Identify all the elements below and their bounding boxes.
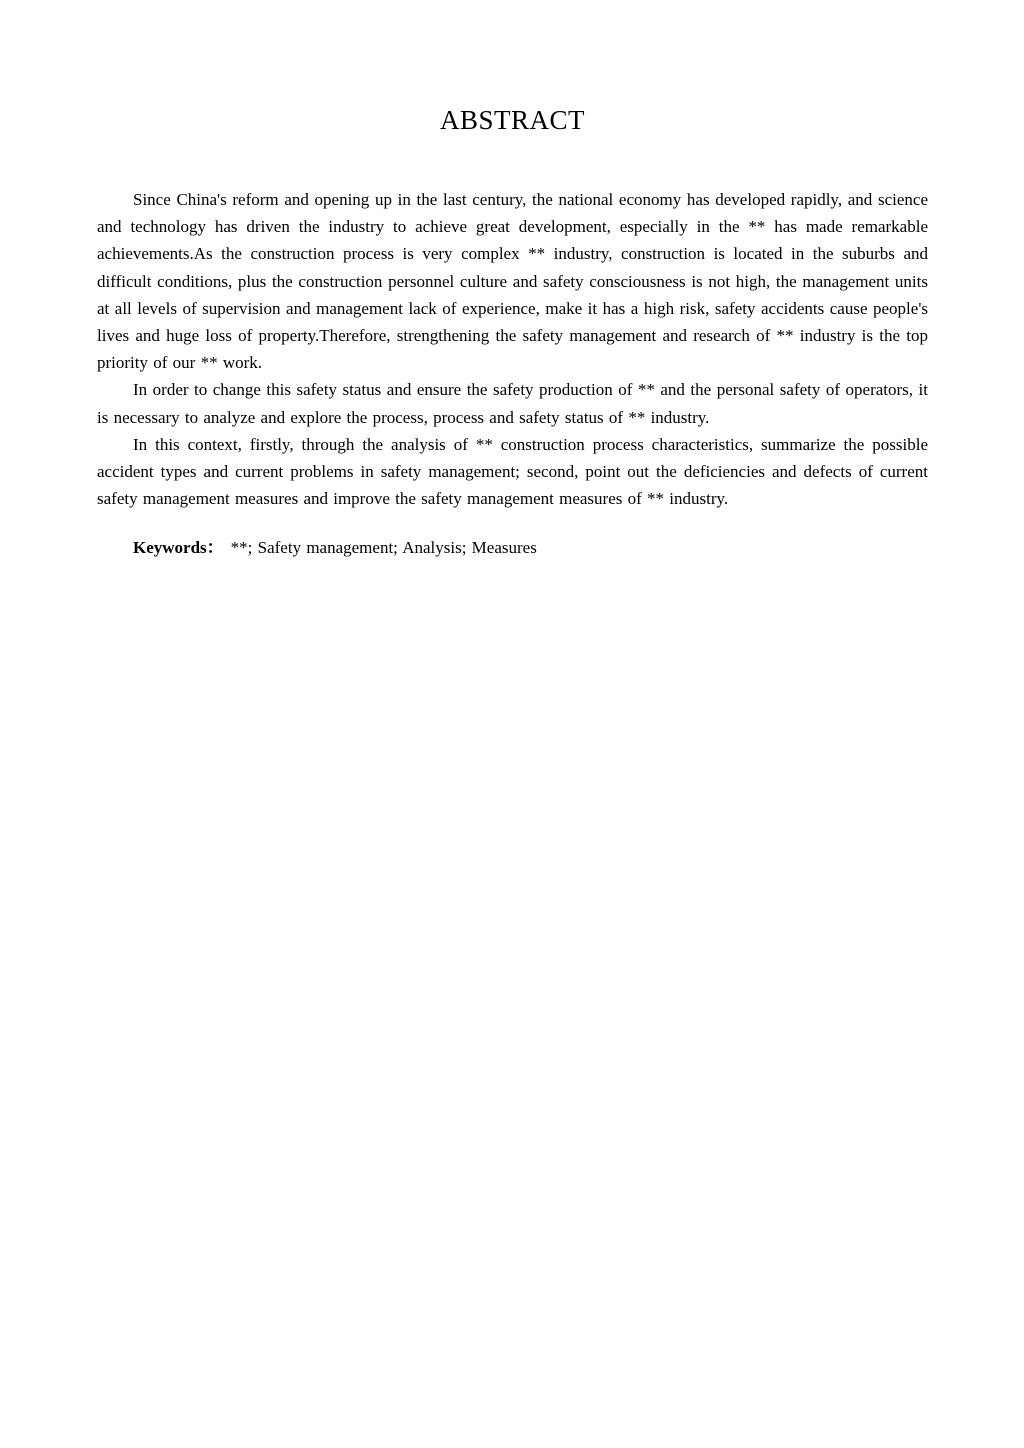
abstract-body: [97, 186, 928, 562]
keywords-value: **; Safety management; Analysis; Measures: [230, 538, 537, 558]
abstract-paragraph-2: In order to change this safety status and ensure the safety production of ** and the personal safety of operators, it is necessary to analyze and explore the process, process and safety status of ** industry.: [97, 380, 928, 427]
keywords-label: Keywords：: [133, 538, 224, 558]
keywords-line: [97, 534, 928, 561]
abstract-paragraph-1: Since China's reform and opening up in the last century, the national economy has developed rapidly, and science and technology has driven the industry to achieve great development, especially in the ** has made remarkable achievements.As the construction process is very complex ** industry, construction is located in the suburbs and difficult conditions, plus the construction personnel culture and safety consciousness is not high, the management units at all levels of supervision and management lack of experience, make it has a high risk, safety accidents cause people's lives and huge loss of property.Therefore, strengthening the safety management and research of ** industry is the top priority of our ** work.: [97, 190, 928, 373]
page-title: ABSTRACT: [439, 105, 586, 135]
abstract-paragraph-3: In this context, firstly, through the analysis of ** construction process characteristics, summarize the possible accident types and current problems in safety management; second, point out the deficiencies and defects of current safety management measures and improve the safety management measures of ** industry.: [97, 434, 928, 509]
